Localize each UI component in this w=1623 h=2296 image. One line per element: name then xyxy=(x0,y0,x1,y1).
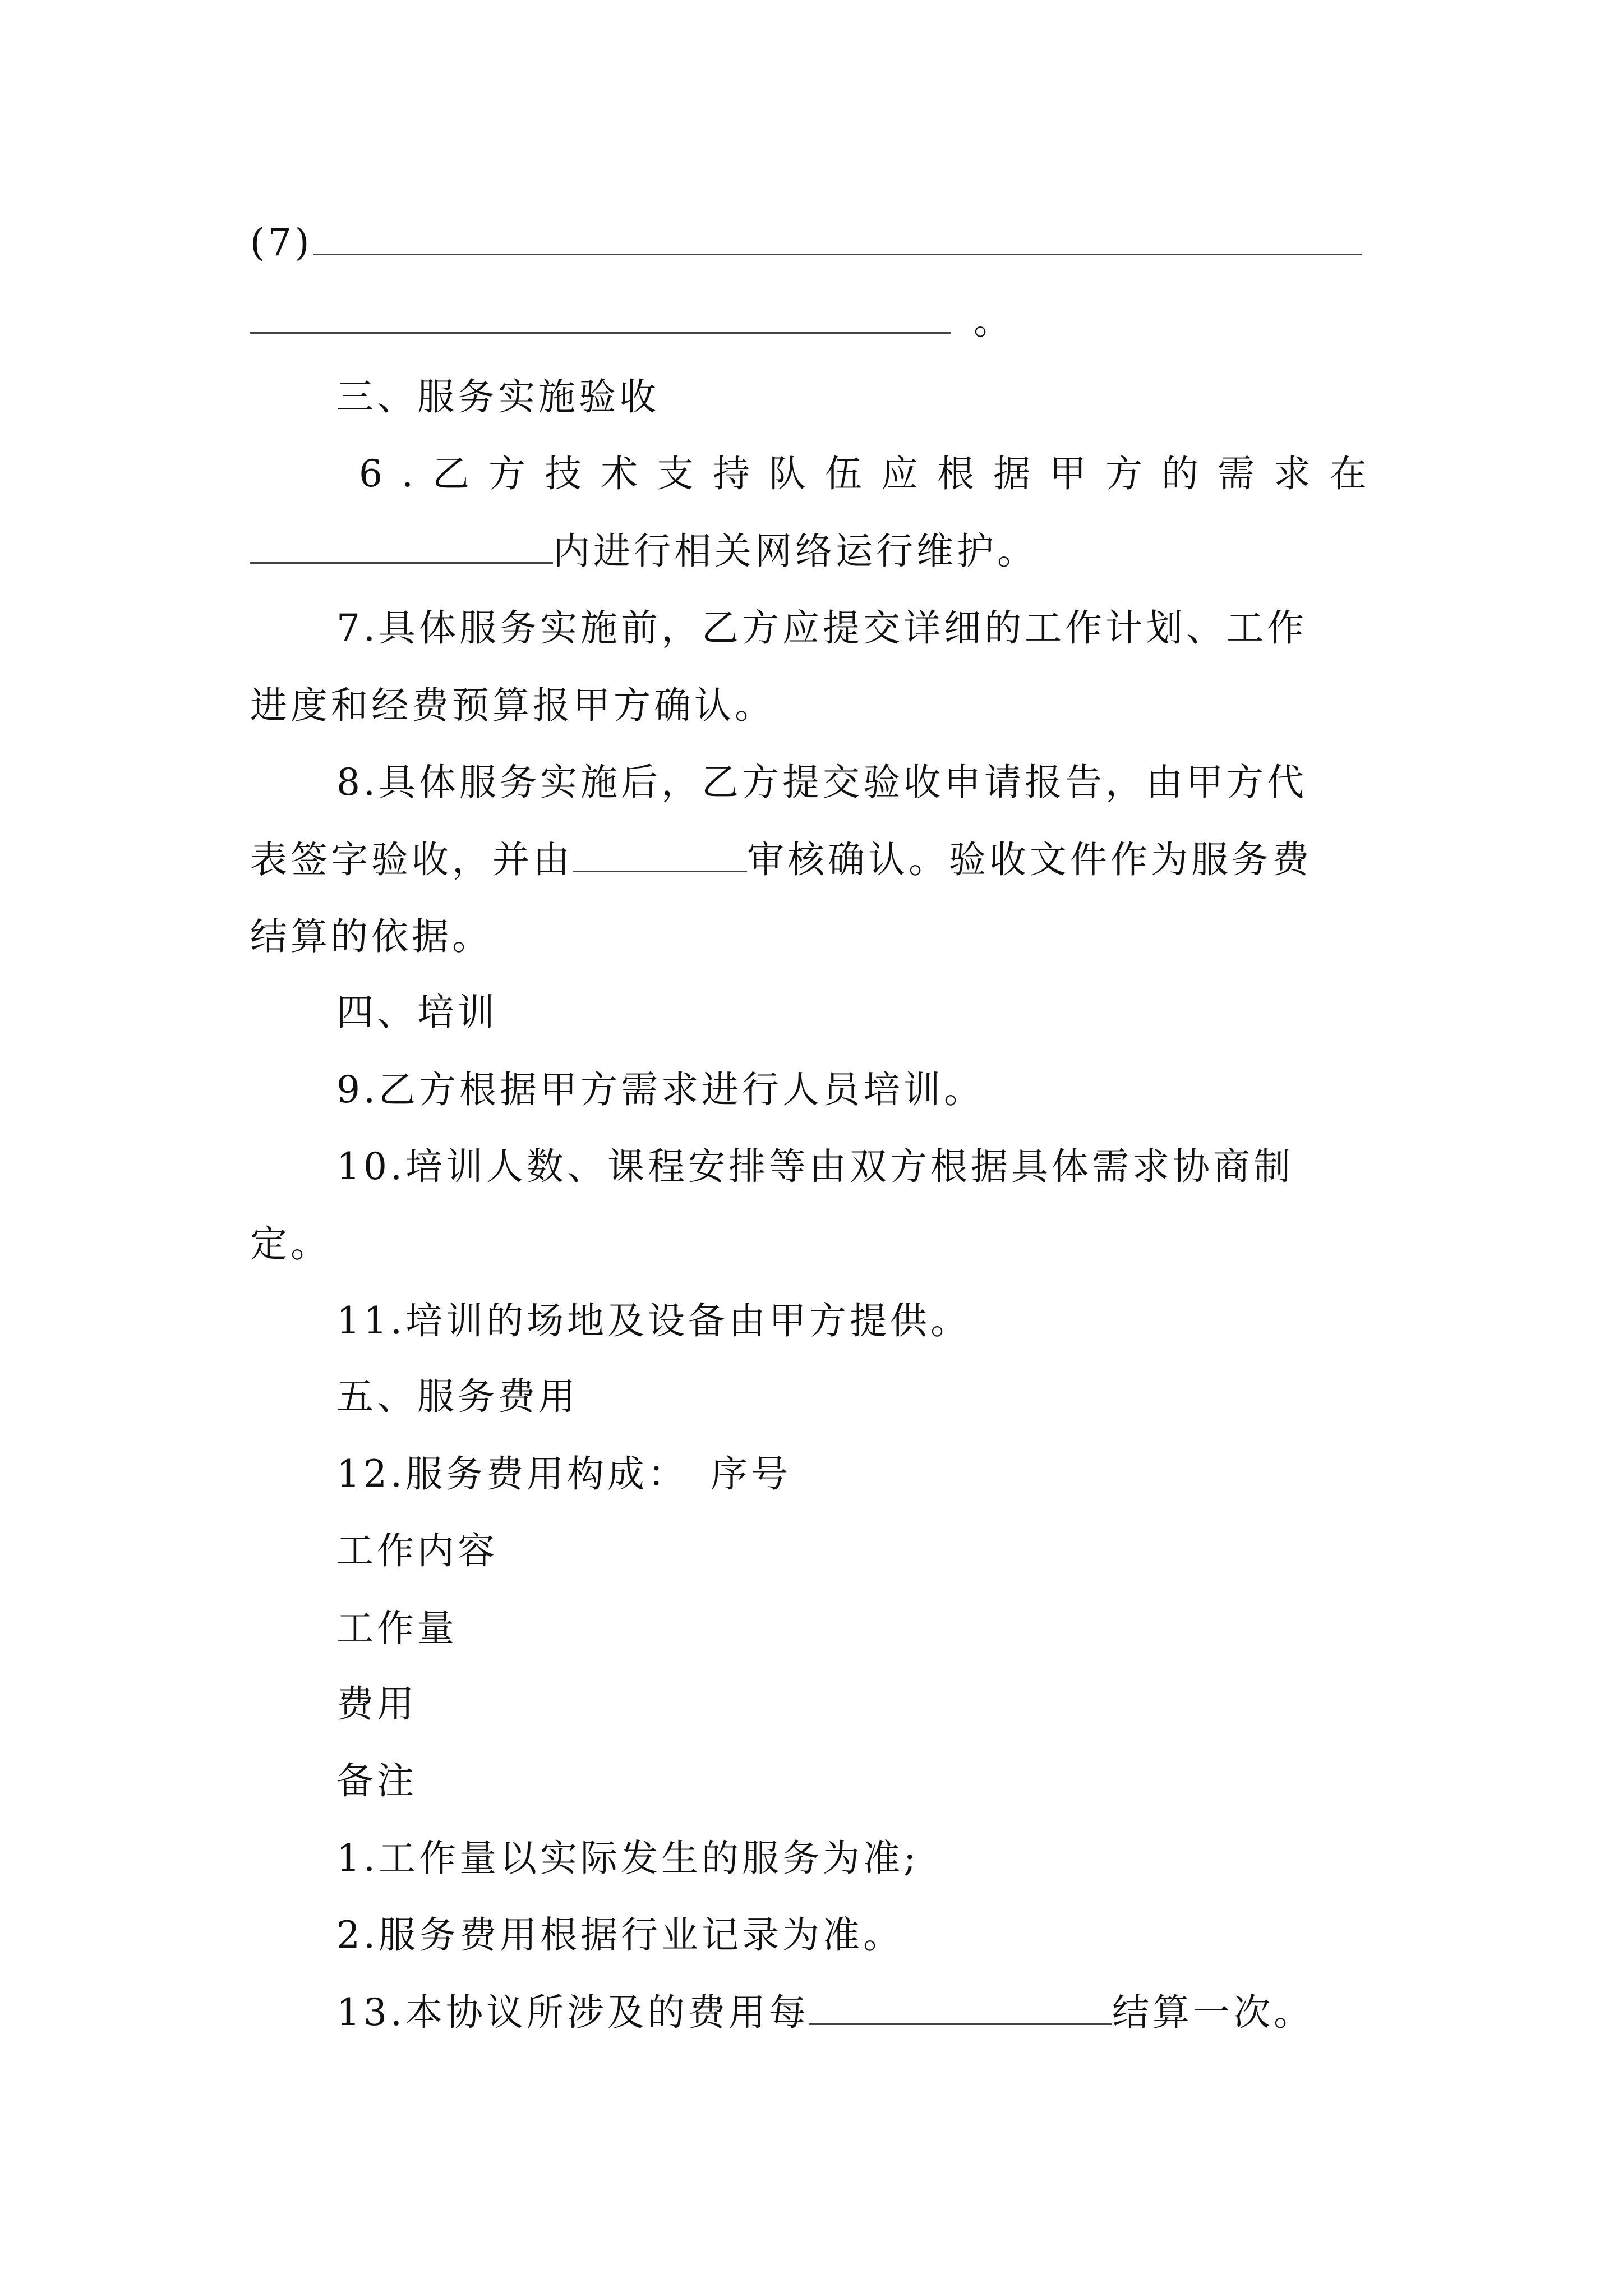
table-header-cost: 费用 xyxy=(336,1682,417,1726)
item-7-blank-2 xyxy=(250,300,951,334)
paragraph-6-blank xyxy=(250,530,553,564)
table-header-remarks: 备注 xyxy=(336,1759,417,1802)
paragraph-10-line1: 10.培训人数、课程安排等由双方根据具体需求协商制 xyxy=(336,1145,1294,1188)
item-7-end: 。 xyxy=(974,300,1014,343)
paragraph-13-prefix: 13.本协议所涉及的费用每 xyxy=(336,1991,809,2034)
section-5-heading: 五、服务费用 xyxy=(336,1375,579,1418)
note-2: 2.服务费用根据行业记录为准。 xyxy=(336,1913,903,1957)
paragraph-6-line1: 6.乙方技术支持队伍应根据甲方的需求在 xyxy=(359,452,1386,495)
paragraph-6-line2 xyxy=(250,526,1038,577)
paragraph-12-prefix: 12.服务费用构成： xyxy=(336,1452,688,1496)
paragraph-6-suffix: 内进行相关网络运行维护。 xyxy=(553,530,1038,573)
paragraph-12 xyxy=(336,1449,791,1499)
paragraph-7-line2: 进度和经费预算报甲方确认。 xyxy=(250,684,775,727)
item-7-blank-1 xyxy=(313,221,1362,255)
paragraph-8-suffix: 审核确认。验收文件作为服务费 xyxy=(747,838,1312,881)
paragraph-8-line3: 结算的依据。 xyxy=(250,915,492,958)
section-4-heading: 四、培训 xyxy=(336,991,498,1034)
paragraph-9: 9.乙方根据甲方需求进行人员培训。 xyxy=(336,1068,984,1111)
paragraph-13-suffix: 结算一次。 xyxy=(1112,1991,1314,2034)
paragraph-8-line2 xyxy=(250,835,1312,885)
item-7-line2 xyxy=(250,296,1014,347)
paragraph-10-line2: 定。 xyxy=(250,1222,331,1266)
paragraph-13-blank xyxy=(809,1991,1112,2025)
paragraph-8-blank xyxy=(573,838,747,872)
item-7-prefix: (7) xyxy=(250,221,313,264)
paragraph-8-prefix: 表签字验收，并由 xyxy=(250,838,573,881)
paragraph-11: 11.培训的场地及设备由甲方提供。 xyxy=(336,1299,971,1342)
table-header-workload: 工作量 xyxy=(336,1607,458,1650)
section-3-heading: 三、服务实施验收 xyxy=(336,375,660,418)
table-header-serial: 序号 xyxy=(710,1452,791,1496)
table-header-work-content: 工作内容 xyxy=(336,1529,498,1572)
paragraph-7-line1: 7.具体服务实施前，乙方应提交详细的工作计划、工作 xyxy=(336,606,1307,650)
paragraph-8-line1: 8.具体服务实施后，乙方提交验收申请报告，由甲方代 xyxy=(336,761,1307,804)
paragraph-13 xyxy=(336,1987,1314,2038)
item-7-line1 xyxy=(250,218,1362,268)
note-1: 1.工作量以实际发生的服务为准; xyxy=(336,1837,920,1880)
